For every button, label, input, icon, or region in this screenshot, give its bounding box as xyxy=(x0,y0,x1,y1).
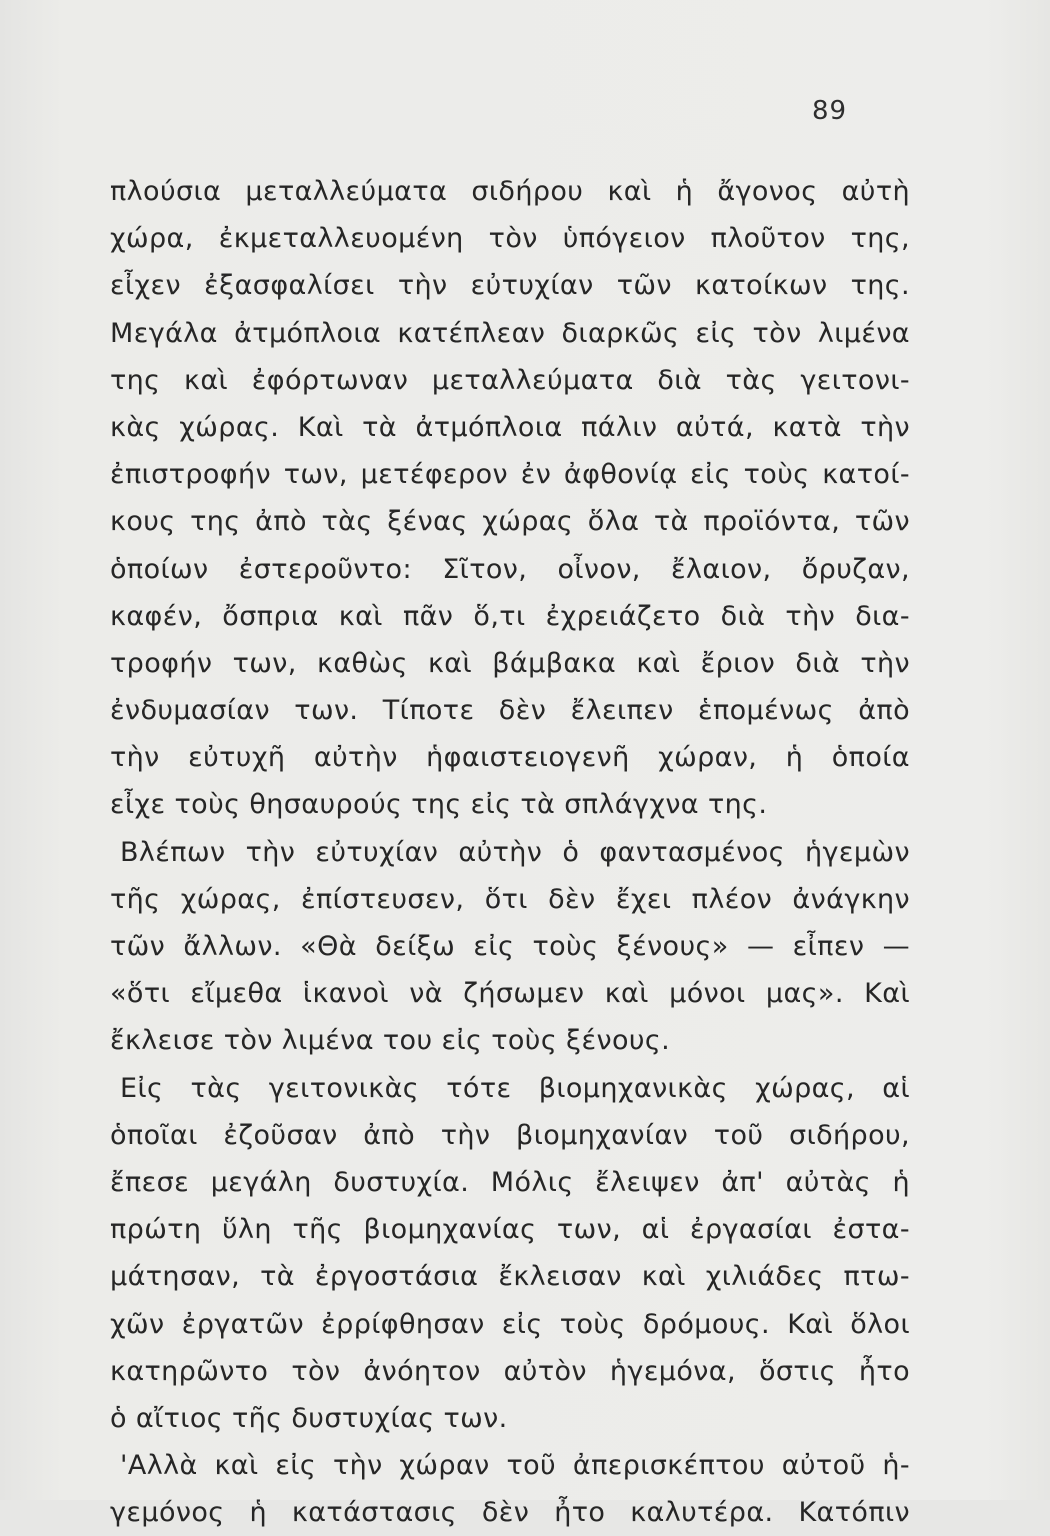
text-line: της καὶ ἐφόρτωναν μεταλλεύματα διὰ τὰς γειτονι- xyxy=(110,364,910,396)
text-line: εἶχεν ἐξασφαλίσει τὴν εὐτυχίαν τῶν κατοίκων της. xyxy=(110,270,910,302)
text-line: γεμόνος ἡ κατάστασις δὲν ἦτο καλυτέρα. Κατόπιν xyxy=(110,1497,910,1529)
text-line: ὁ αἴτιος τῆς δυστυχίας των. xyxy=(110,1402,508,1434)
text-line: πλούσια μεταλλεύματα σιδήρου καὶ ἡ ἄγονος αὐτὴ xyxy=(110,176,910,207)
body-text xyxy=(110,168,910,1536)
text-line: 'Αλλὰ καὶ εἰς τὴν χώραν τοῦ ἀπερισκέπτου αὐτοῦ ἡ- xyxy=(120,1450,910,1482)
text-line: ὁποίων ἐστεροῦντο: Σῖτον, οἶνον, ἔλαιον, ὄρυζαν, xyxy=(110,553,910,585)
text-line: ἐπιστροφήν των, μετέφερον ἐν ἀφθονίᾳ εἰς τοὺς κατοί- xyxy=(110,459,910,491)
text-line: τῶν ἄλλων. «Θὰ δείξω εἰς τοὺς ξένους» — εἶπεν — xyxy=(110,931,910,962)
text-line: ἐνδυμασίαν των. Τίποτε δὲν ἔλειπεν ἑπομένως ἀπὸ xyxy=(110,695,910,727)
text-line: πρώτη ὕλη τῆς βιομηχανίας των, αἱ ἐργασίαι ἐστα- xyxy=(110,1214,910,1246)
text-line: τροφήν των, καθὼς καὶ βάμβακα καὶ ἔριον διὰ τὴν xyxy=(110,647,910,679)
text-line: χώρα, ἐκμεταλλευομένη τὸν ὑπόγειον πλοῦτον της, xyxy=(110,223,910,255)
text-line: Βλέπων τὴν εὐτυχίαν αὐτὴν ὁ φαντασμένος ἡγεμὼν xyxy=(120,836,910,868)
text-line: Μεγάλα ἀτμόπλοια κατέπλεαν διαρκῶς εἰς τὸν λιμένα xyxy=(110,317,910,349)
text-line: μάτησαν, τὰ ἐργοστάσια ἔκλεισαν καὶ χιλιάδες πτω- xyxy=(110,1261,910,1293)
text-line: κους της ἀπὸ τὰς ξένας χώρας ὅλα τὰ προϊόντα, τῶν xyxy=(110,506,910,538)
text-line: ἔκλεισε τὸν λιμένα του εἰς τοὺς ξένους. xyxy=(110,1025,671,1057)
text-line: τῆς χώρας, ἐπίστευσεν, ὅτι δὲν ἔχει πλέον ἀνάγκην xyxy=(110,883,910,915)
text-line: ὁποῖαι ἐζοῦσαν ἀπὸ τὴν βιομηχανίαν τοῦ σιδήρου, xyxy=(110,1119,910,1151)
text-line: εἶχε τοὺς θησαυρούς της εἰς τὰ σπλάγχνα της. xyxy=(110,789,768,821)
text-line: Εἰς τὰς γειτονικὰς τότε βιομηχανικὰς χώρας, αἱ xyxy=(120,1072,910,1104)
page-number: 89 xyxy=(812,96,848,126)
text-line: ἔπεσε μεγάλη δυστυχία. Μόλις ἔλειψεν ἀπ' αὐτὰς ἡ xyxy=(110,1166,910,1198)
text-line: κὰς χώρας. Καὶ τὰ ἀτμόπλοια πάλιν αὐτά, κατὰ τὴν xyxy=(110,411,910,443)
text-line: τὴν εὐτυχῆ αὐτὴν ἡφαιστειογενῆ χώραν, ἡ ὁποία xyxy=(110,742,910,774)
text-line: καφέν, ὄσπρια καὶ πᾶν ὅ,τι ἐχρειάζετο διὰ τὴν δια- xyxy=(110,600,910,632)
text-line: χῶν ἐργατῶν ἐρρίφθησαν εἰς τοὺς δρόμους. Καὶ ὅλοι xyxy=(110,1308,910,1340)
text-line: «ὅτι εἴμεθα ἱκανοὶ νὰ ζήσωμεν καὶ μόνοι μας». Καὶ xyxy=(110,978,910,1010)
text-line: κατηρῶντο τὸν ἀνόητον αὐτὸν ἡγεμόνα, ὅστις ἦτο xyxy=(110,1355,910,1387)
